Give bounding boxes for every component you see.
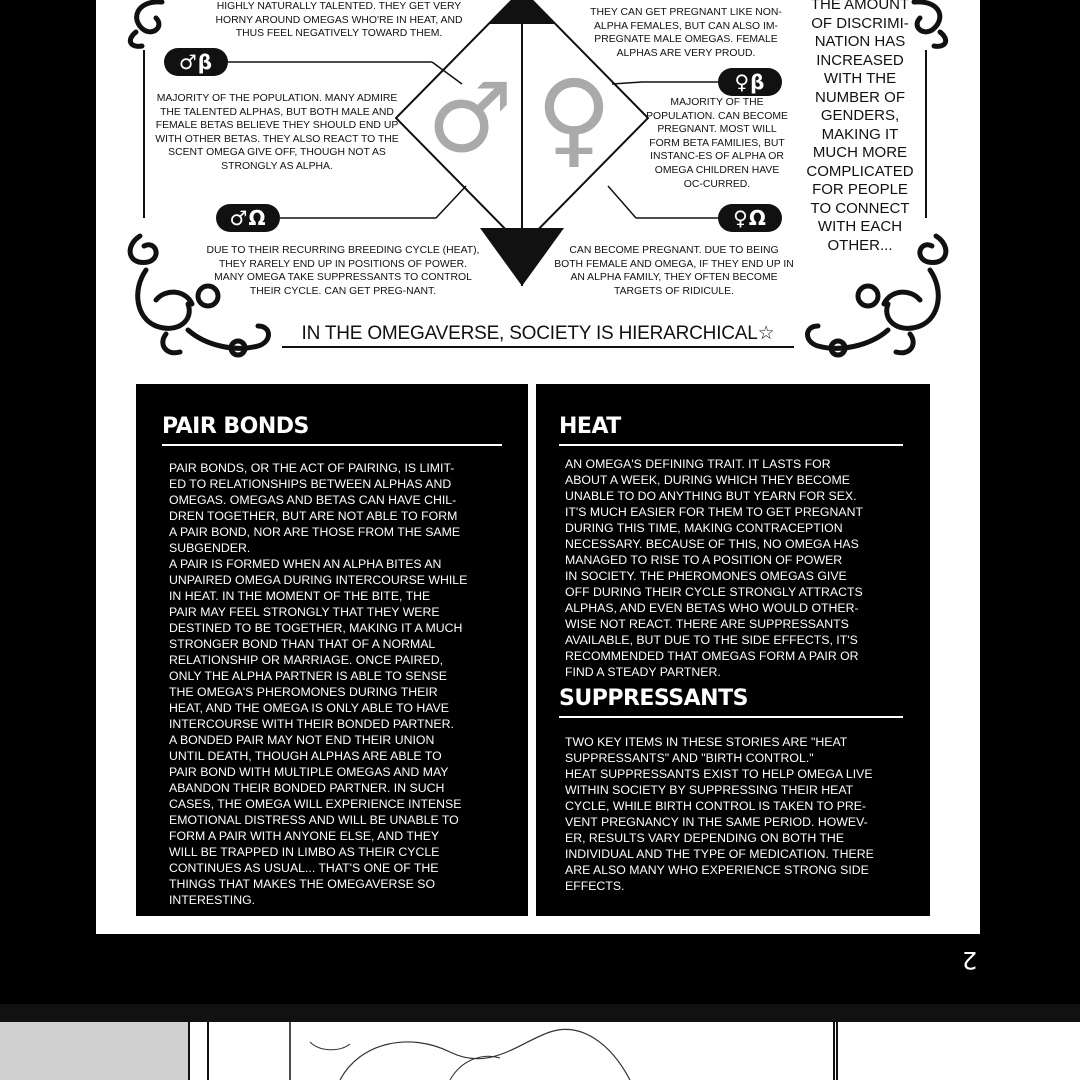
gender-hierarchy-diagram <box>96 0 980 380</box>
pair-bonds-body: PAIR BONDS, OR THE ACT OF PAIRING, IS LIMIT- ED TO RELATIONSHIPS BETWEEN ALPHAS AND OMEGAS. OMEGAS AND BETAS CAN HAVE CHIL- DREN TOGETHER, BUT ARE NOT ABLE TO FORM A PAIR BOND, NOR ARE THOSE FROM THE SAME SUBGENDER. A PAIR IS FORMED WHEN AN ALPHA BITES AN UNPAIRED OMEGA DURING INTERCOURSE WHILE IN HEAT. IN THE MOMENT OF THE BITE, THE PAIR MAY FEEL STRONGLY THAT THEY WERE DESTINED TO BE TOGETHER, MAKING IT A MUCH STRONGER BOND THAN THAT OF A NORMAL RELATIONSHIP OR MARRIAGE. ONCE PAIRED, ONLY THE ALPHA PARTNER IS ABLE TO SENSE THE OMEGA'S PHEROMONES DURING THEIR HEAT, AND THE OMEGA IS ONLY ABLE TO HAVE INTERCOURSE WITH THEIR BONDED PARTNER. A BONDED PAIR MAY NOT END THEIR UNION UNTIL DEATH, THOUGH ALPHAS ARE ABLE TO PAIR BOND WITH MULTIPLE OMEGAS AND MAY ABANDON THEIR BONDED PARTNER. IN SUCH CASES, THE OMEGA WILL EXPERIENCE INTENSE EMOTIONAL DISTRESS AND WILL BE UNABLE TO FORM A PAIR WITH ANYONE ELSE, AND THEY WILL BE TRAPPED IN LIMBO AS THEIR CYCLE CONTINUES AS USUAL... THAT'S ONE OF THE THINGS THAT MAKES THE OMEGAVERSE SO INTERESTING. <box>169 461 468 907</box>
next-page-texture <box>0 1022 188 1080</box>
next-page-preview <box>0 1004 1080 1080</box>
suppressants-title: SUPPRESSANTS <box>559 686 748 711</box>
beta-male-text: MAJORITY OF THE POPULATION. MANY ADMIRE THE TALENTED ALPHAS, BUT BOTH MALE AND FEMALE BETAS BELIEVE THEY SHOULD END UP WITH OTHER BETAS. THEY ALSO REACT TO THE SCENT OMEGA GIVE OFF, THOUGH NOT AS STRONGLY AS ALPHA. <box>155 93 399 172</box>
page-number: 2 <box>962 946 978 974</box>
next-page-margin <box>838 1022 1080 1080</box>
hierarchy-banner: IN THE OMEGAVERSE, SOCIETY IS HIERARCHICAL☆ <box>301 323 775 344</box>
male-symbol: ♂ <box>426 62 514 174</box>
alpha-female-text: THEY CAN GET PREGNANT LIKE NON-ALPHA FEMALES, BUT CAN ALSO IM-PREGNATE MALE OMEGAS. FEMALE ALPHAS ARE VERY PROUD. <box>590 7 782 59</box>
omega-male-text: DUE TO THEIR RECURRING BREEDING CYCLE (HEAT), THEY RARELY END UP IN POSITIONS OF POWER. MANY OMEGA TAKE SUPPRESSANTS TO CONTROL THEIR CYCLE. CAN GET PREG-NANT. <box>206 245 480 297</box>
next-page-sketch <box>190 1022 836 1080</box>
ornament-top-left <box>130 2 162 46</box>
heat-body: AN OMEGA'S DEFINING TRAIT. IT LASTS FOR ABOUT A WEEK, DURING WHICH THEY BECOME UNABLE TO DO ANYTHING BUT YEARN FOR SEX. IT'S MUCH EASIER FOR THEM TO GET PREGNANT DURING THIS TIME, MAKING CONTRACEPTION NECESSARY. BECAUSE OF THIS, NO OMEGA HAS MANAGED TO RISE TO A POSITION OF POWER IN SOCIETY. THE PHEROMONES OMEGAS GIVE OFF DURING THEIR CYCLE STRONGLY ATTRACTS ALPHAS, AND EVEN BETAS WHO WOULD OTHER- WISE NOT REACT. THERE ARE SUPPRESSANTS AVAILABLE, BUT DUE TO THE SIDE EFFECTS, IT'S RECOMMENDED THAT OMEGAS FORM A PAIR OR FIND A STEADY PARTNER. <box>565 457 863 679</box>
suppressants-rule <box>559 716 903 718</box>
beta-female-text: MAJORITY OF THE POPULATION. CAN BECOME PREGNANT. MOST WILL FORM BETA FAMILIES, BUT INSTANC-ES OF ALPHA OR OMEGA CHILDREN HAVE OC-CURRED. <box>646 97 788 190</box>
omega-female-tag: ♀Ω <box>718 204 782 232</box>
heat-rule <box>559 444 903 446</box>
suppressants-body: TWO KEY ITEMS IN THESE STORIES ARE "HEAT SUPPRESSANTS" AND "BIRTH CONTROL." HEAT SUPPRESSANTS EXIST TO HELP OMEGA LIVE WITHIN SOCIETY BY SUPPRESSING THEIR HEAT CYCLE, WHILE BIRTH CONTROL IS TAKEN TO PRE- VENT PREGNANCY IN THE SAME PERIOD. HOWEV- ER, RESULTS VARY DEPENDING ON BOTH THE INDIVIDUAL AND THE TYPE OF MEDICATION. THERE ARE ALSO MANY WHO EXPERIENCE STRONG SIDE EFFECTS. <box>565 735 874 893</box>
pair-bonds-box <box>136 384 528 916</box>
beta-male-tag: ♂β <box>164 48 228 76</box>
heat-title: HEAT <box>559 414 621 439</box>
beta-female-tag: ♀β <box>718 68 782 96</box>
manga-page <box>96 0 980 934</box>
pair-bonds-rule <box>162 444 502 446</box>
heat-suppressants-box <box>536 384 930 916</box>
omega-female-text: CAN BECOME PREGNANT. DUE TO BEING BOTH FEMALE AND OMEGA, IF THEY END UP IN AN ALPHA FAMILY, THEY OFTEN BECOME TARGETS OF RIDICULE. <box>554 245 794 297</box>
pair-bonds-title: PAIR BONDS <box>162 414 309 439</box>
banner-underline <box>282 346 794 348</box>
alpha-male-text: HIGHLY NATURALLY TALENTED. THEY GET VERY HORNY AROUND OMEGAS WHO'RE IN HEAT, AND THUS FEEL NEGATIVELY TOWARD THEM. <box>215 1 463 40</box>
next-page-panel <box>190 1022 836 1080</box>
female-symbol: ♀ <box>535 57 613 179</box>
omega-male-tag: ♂Ω <box>216 204 280 232</box>
sidebar-note: THE AMOUNT OF DISCRIMI-NATION HAS INCREASED WITH THE NUMBER OF GENDERS, MAKING IT MUCH MORE COMPLICATED FOR PEOPLE TO CONNECT WITH EACH OTHER... <box>806 0 914 254</box>
